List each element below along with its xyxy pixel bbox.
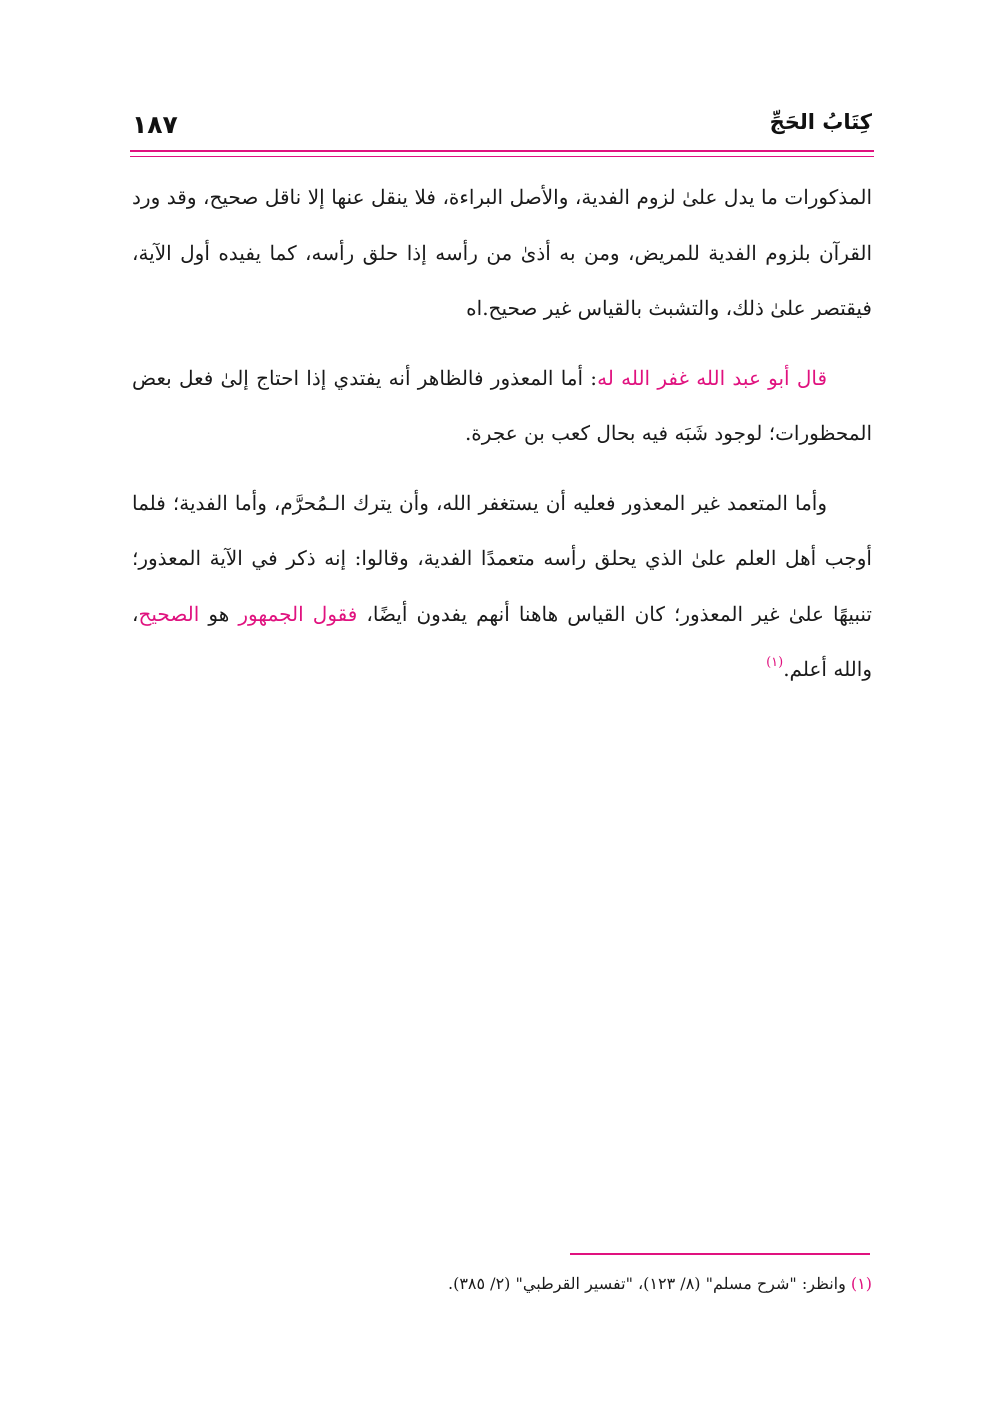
highlight-correct: الصحيح	[138, 601, 200, 626]
footnote-separator	[570, 1253, 870, 1255]
paragraph-3-text: وأما المتعمد غير المعذور فعليه أن يستغفر الله، وأن يترك الـمُحرَّم، وأما الفدية؛ فلما أوجب أهل العلم علىٰ الذي يحلق رأسه متعمدًا الفدية، وقالوا: إنه ذكر في الآية المعذور؛ تنبيهًا علىٰ غير المعذور؛ كان القياس هاهنا أنهم يفدون أيضًا،	[132, 490, 872, 626]
footnote	[132, 1270, 872, 1298]
paragraph-2	[132, 351, 872, 462]
header-rule-thick	[130, 150, 874, 152]
footnote-marker[interactable]: (١)	[850, 1274, 872, 1293]
footnote-reference[interactable]: (١)	[766, 655, 784, 670]
main-text	[132, 170, 872, 715]
paragraph-3	[132, 476, 872, 701]
paragraph-3-mid: هو	[199, 601, 239, 626]
paragraph-3-end: ، والله أعلم.	[132, 601, 872, 681]
highlight-majority-view: فقول الجمهور	[238, 601, 358, 626]
chapter-title: كِتَابُ الحَجِّ	[769, 110, 872, 134]
author-attribution: قال أبو عبد الله غفر الله له	[597, 365, 827, 390]
page-number: ١٨٧	[132, 110, 178, 139]
header-rule-thin	[130, 156, 874, 157]
page-header	[130, 108, 874, 148]
footnote-text: وانظر: "شرح مسلم" (٨/ ١٢٣)، "تفسير القرطبي" (٢/ ٣٨٥).	[447, 1274, 851, 1293]
paragraph-2-text: : أما المعذور فالظاهر أنه يفتدي إذا احتاج إلىٰ فعل بعض المحظورات؛ لوجود شَبَه فيه بحال كعب بن عجرة.	[132, 365, 872, 445]
paragraph-1: المذكورات ما يدل علىٰ لزوم الفدية، والأصل البراءة، فلا ينقل عنها إلا ناقل صحيح، وقد ورد القرآن بلزوم الفدية للمريض، ومن به أذىٰ من رأسه إذا حلق رأسه، كما يفيده أول الآية، فيقتصر علىٰ ذلك، والتشبث بالقياس غير صحيح.اه	[132, 185, 872, 320]
